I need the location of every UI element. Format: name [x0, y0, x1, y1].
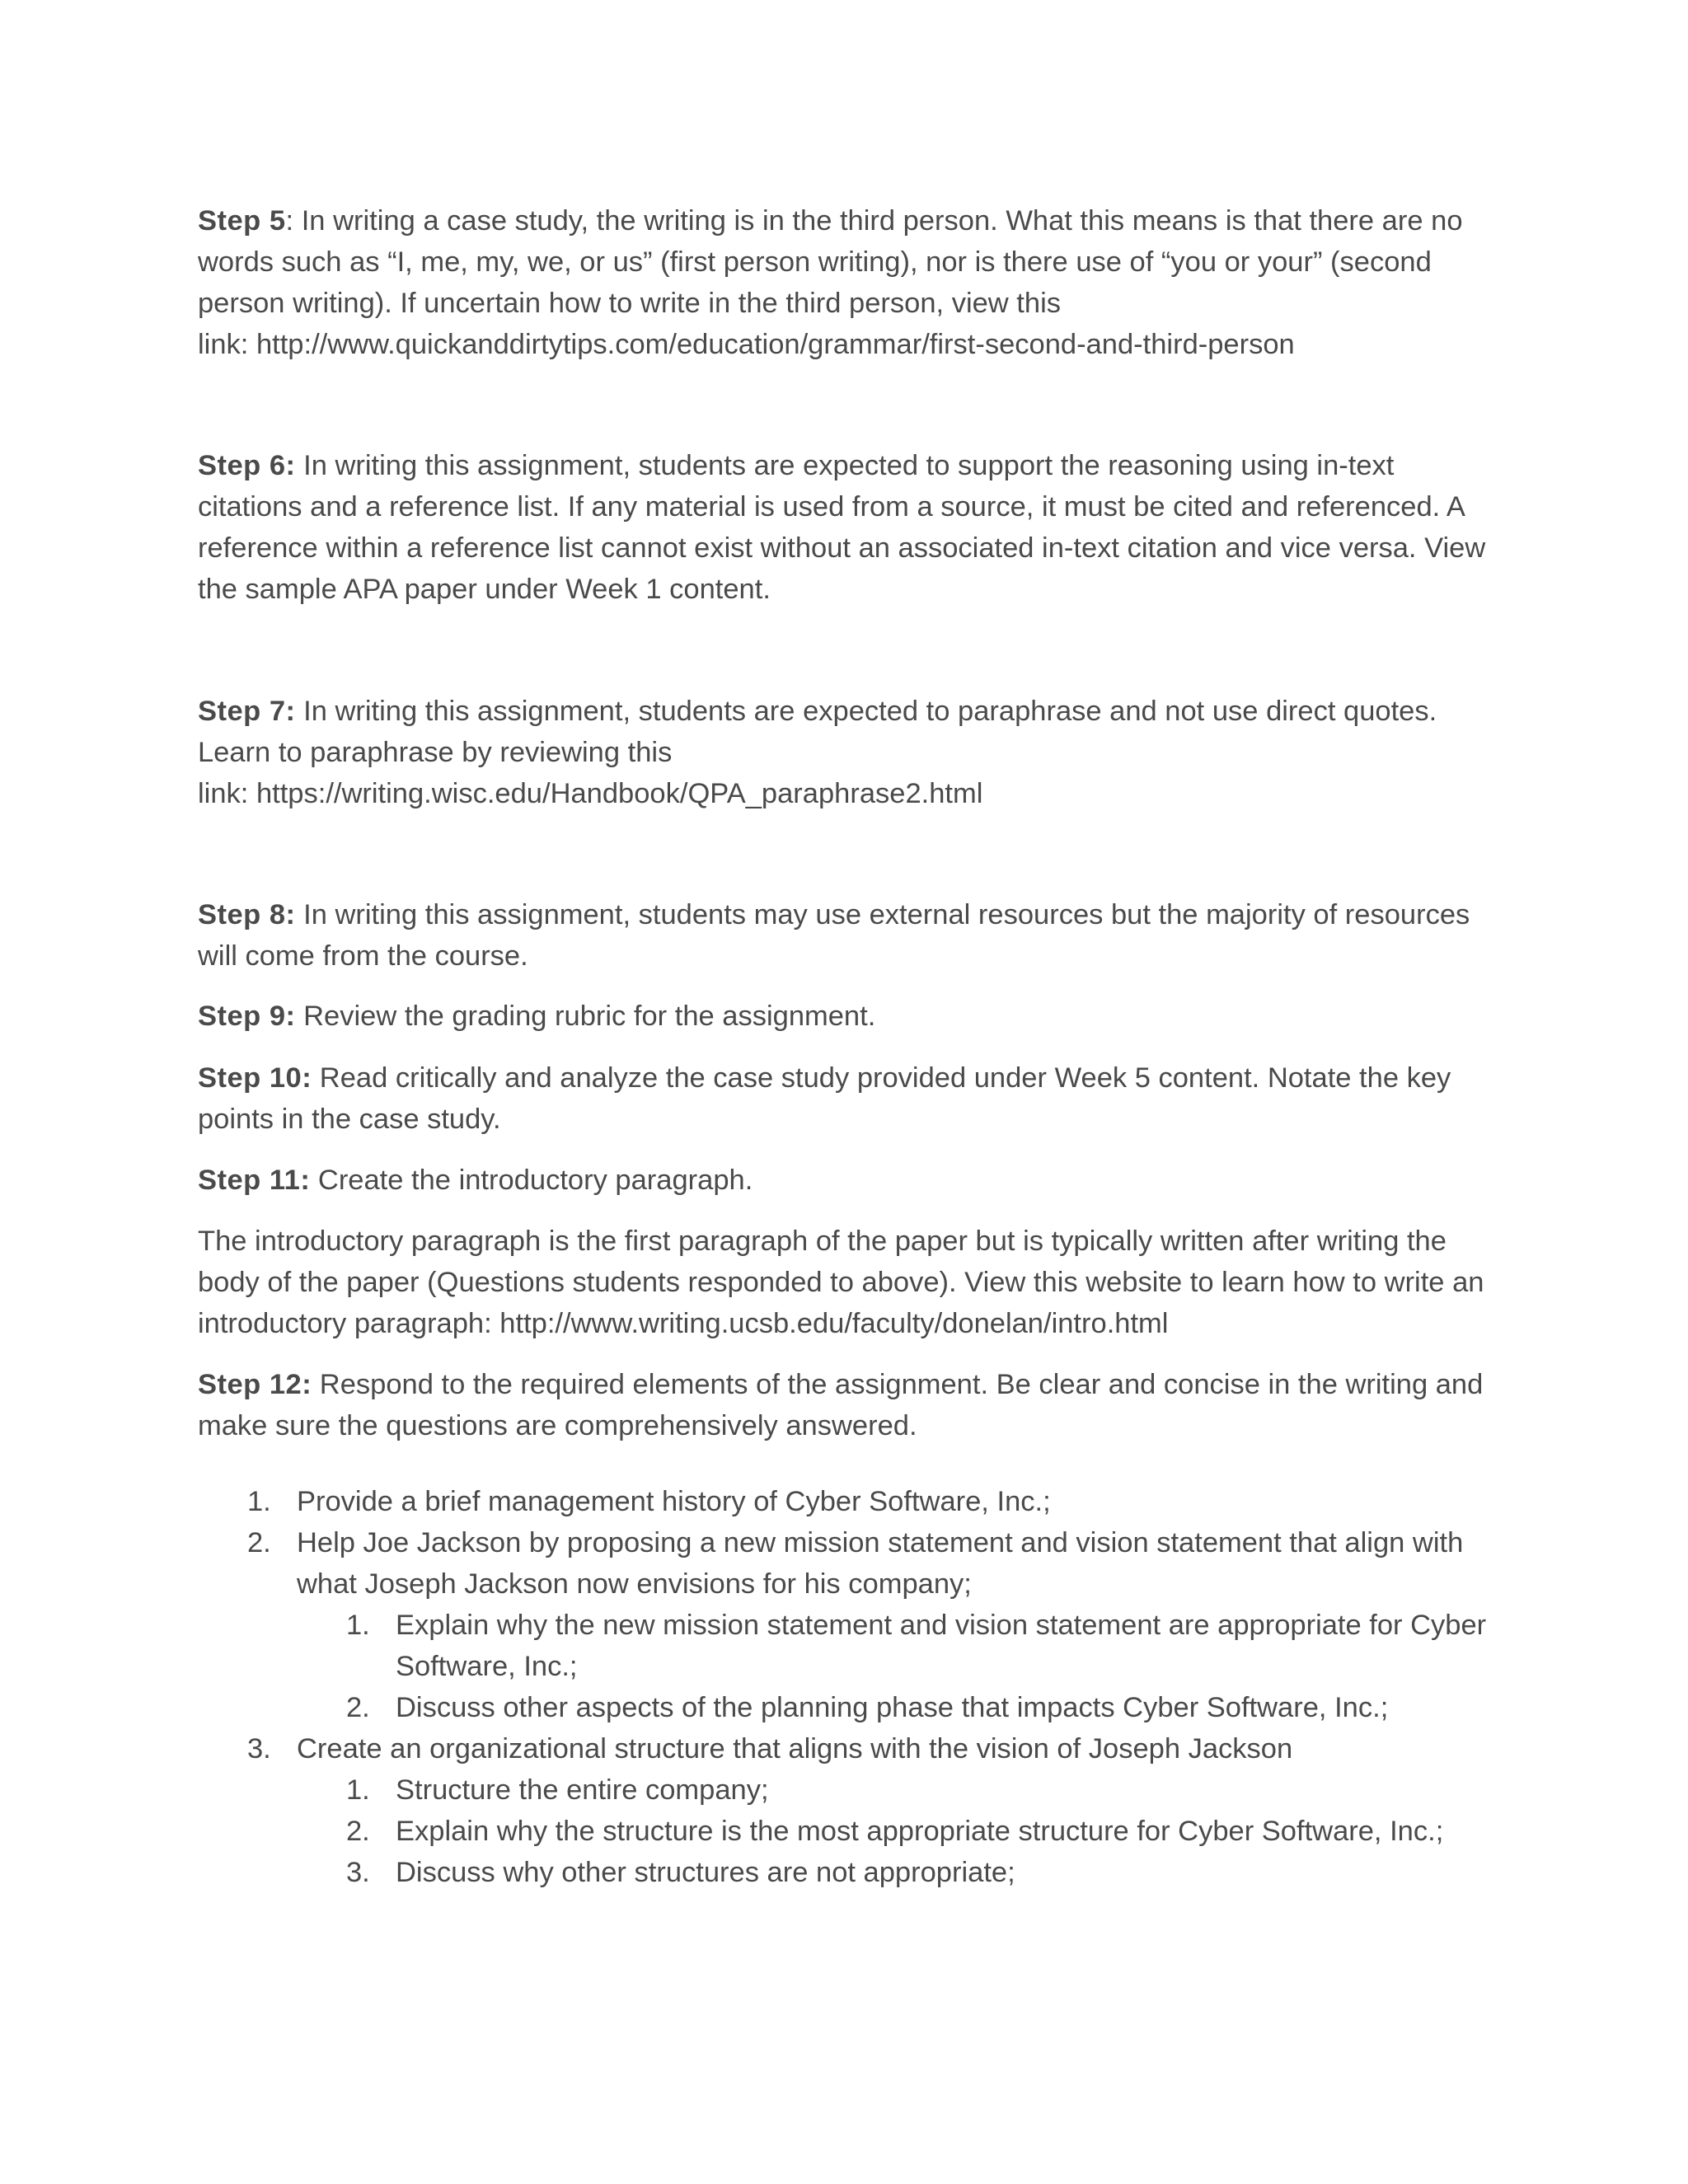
list-item — [346, 1852, 1500, 1893]
list-item — [346, 1605, 1500, 1687]
list-item — [346, 1769, 1500, 1811]
list-item — [247, 1481, 1500, 1522]
list-item-text: Create an organizational structure that aligns with the vision of Joseph Jackson — [297, 1733, 1293, 1765]
step-7-link[interactable]: https://writing.wisc.edu/Handbook/QPA_paraphrase2.html — [256, 778, 983, 809]
step-6-paragraph — [198, 445, 1500, 610]
step-5-link[interactable]: http://www.quickanddirtytips.com/education/grammar/first-second-and-third-person — [256, 329, 1295, 360]
step-9-text: Review the grading rubric for the assignment. — [295, 1001, 876, 1032]
step-10-text: Read critically and analyze the case study provided under Week 5 content. Notate the key points in the case study. — [198, 1062, 1451, 1135]
list-item — [247, 1728, 1500, 1769]
step-10-paragraph — [198, 1057, 1500, 1140]
step-5-label: Step 5 — [198, 205, 286, 237]
step-9-label: Step 9: — [198, 1001, 296, 1032]
step-8-paragraph — [198, 894, 1500, 977]
list-number: 1. — [247, 1486, 271, 1517]
step-9-paragraph — [198, 996, 1500, 1037]
list-number: 1. — [346, 1610, 370, 1641]
step-7-link-prefix: link: — [198, 778, 256, 809]
step-6-text: In writing this assignment, students are expected to support the reasoning using in-text citations and a reference list. If any material is used from a source, it must be cited and referenced. A reference within a reference list cannot exist without an associated in-text citation and vice versa. View the sample APA paper under Week 1 content. — [198, 450, 1486, 605]
list-number: 2. — [346, 1816, 370, 1847]
step-5-paragraph — [198, 200, 1500, 365]
list-item-text: Discuss why other structures are not appropriate; — [396, 1857, 1015, 1888]
step-7-label: Step 7: — [198, 696, 296, 727]
list-number: 2. — [346, 1692, 370, 1723]
intro-paragraph — [198, 1221, 1500, 1344]
list-number: 3. — [346, 1857, 370, 1888]
list-item — [346, 1811, 1500, 1852]
step-11-paragraph — [198, 1160, 1500, 1201]
list-number: 3. — [247, 1733, 271, 1765]
step-7-paragraph — [198, 691, 1500, 814]
list-number: 1. — [346, 1774, 370, 1806]
intro-link[interactable]: http://www.writing.ucsb.edu/faculty/donelan/intro.html — [499, 1308, 1169, 1339]
step-12-text: Respond to the required elements of the assignment. Be clear and concise in the writing and make sure the questions are comprehensively answered. — [198, 1369, 1484, 1441]
step-5-text: : In writing a case study, the writing is in the third person. What this means is that there are no words such as “I, me, my, we, or us” (first person writing), nor is there use of “you or your” (second person writing). If uncertain how to write in the third person, view this — [198, 205, 1463, 319]
list-item-text: Explain why the structure is the most appropriate structure for Cyber Software, Inc.; — [396, 1816, 1444, 1847]
step-11-text: Create the introductory paragraph. — [310, 1165, 753, 1196]
list-item-text: Help Joe Jackson by proposing a new mission statement and vision statement that align with what Joseph Jackson now envisions for his company; — [297, 1527, 1464, 1600]
step-11-label: Step 11: — [198, 1165, 311, 1196]
list-item-text: Explain why the new mission statement and vision statement are appropriate for Cyber Software, Inc.; — [396, 1610, 1487, 1682]
step-8-text: In writing this assignment, students may use external resources but the majority of resources will come from the course. — [198, 899, 1470, 972]
list-item — [247, 1522, 1500, 1605]
list-item-text: Provide a brief management history of Cyber Software, Inc.; — [297, 1486, 1051, 1517]
step-12-paragraph — [198, 1364, 1500, 1446]
list-item-text: Structure the entire company; — [396, 1774, 769, 1806]
list-number: 2. — [247, 1527, 271, 1558]
step-5-link-prefix: link: — [198, 329, 256, 360]
step-6-label: Step 6: — [198, 450, 296, 481]
list-item — [346, 1687, 1500, 1728]
list-item-text: Discuss other aspects of the planning phase that impacts Cyber Software, Inc.; — [396, 1692, 1389, 1723]
step-8-label: Step 8: — [198, 899, 296, 930]
step-7-text: In writing this assignment, students are expected to paraphrase and not use direct quotes. Learn to paraphrase by reviewing this — [198, 696, 1437, 768]
step-10-label: Step 10: — [198, 1062, 312, 1094]
intro-text: The introductory paragraph is the first paragraph of the paper but is typically written after writing the body of the paper (Questions students responded to above). View this website to learn how to write an introductory paragraph: — [198, 1226, 1484, 1339]
step-12-label: Step 12: — [198, 1369, 312, 1400]
